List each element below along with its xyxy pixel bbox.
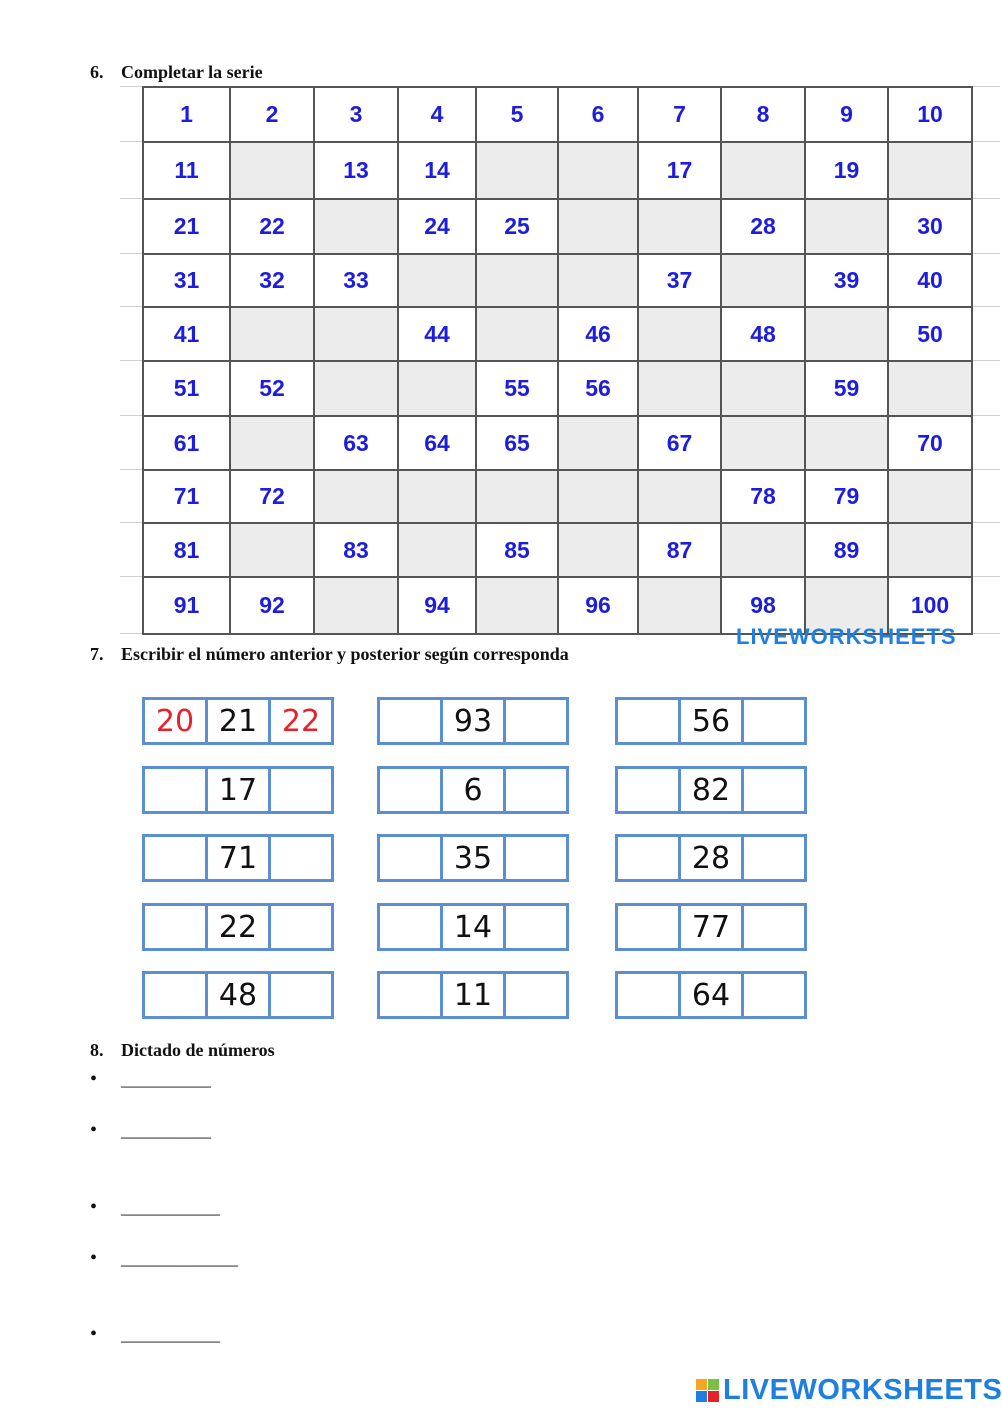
grid-cell-blank[interactable] (476, 142, 558, 199)
before-answer-box[interactable] (618, 769, 678, 811)
grid-cell-blank[interactable] (638, 199, 721, 254)
given-number: 82 (678, 769, 741, 811)
number-triple (142, 903, 334, 951)
grid-cell-blank[interactable] (398, 523, 476, 577)
grid-cell-blank[interactable] (805, 416, 888, 470)
after-answer-box[interactable] (503, 769, 566, 811)
grid-cell: 17 (638, 142, 721, 199)
grid-cell-blank[interactable] (314, 199, 398, 254)
grid-cell-blank[interactable] (888, 470, 972, 523)
dictation-item (90, 1247, 238, 1270)
number-triple (142, 697, 334, 745)
grid-cell: 9 (805, 87, 888, 142)
grid-cell-blank[interactable] (558, 199, 638, 254)
section-title: Dictado de números (121, 1040, 275, 1060)
grid-cell-blank[interactable] (314, 361, 398, 416)
dictation-answer-line[interactable]: ___________ (121, 1324, 220, 1344)
after-answer-box[interactable] (741, 837, 804, 879)
grid-cell: 67 (638, 416, 721, 470)
grid-cell: 51 (143, 361, 230, 416)
dictation-answer-line[interactable]: ___________ (121, 1197, 220, 1217)
grid-cell: 6 (558, 87, 638, 142)
grid-row (143, 142, 972, 199)
before-answer-box[interactable] (145, 769, 205, 811)
grid-cell: 25 (476, 199, 558, 254)
grid-cell: 8 (721, 87, 805, 142)
grid-cell: 41 (143, 307, 230, 361)
after-answer-box[interactable] (503, 974, 566, 1016)
number-triple (377, 834, 569, 882)
dictation-item (90, 1323, 220, 1346)
grid-cell-blank[interactable] (314, 470, 398, 523)
grid-cell: 96 (558, 577, 638, 634)
after-answer-box[interactable] (268, 837, 331, 879)
grid-cell: 78 (721, 470, 805, 523)
grid-cell-blank[interactable] (721, 361, 805, 416)
before-answer-box[interactable] (380, 769, 440, 811)
grid-cell: 100 (888, 577, 972, 634)
logo-text: LIVEWORKSHEETS (723, 1374, 1002, 1406)
after-answer-box[interactable] (741, 769, 804, 811)
dictation-item (90, 1196, 220, 1219)
logo-mark-icon (696, 1379, 720, 1403)
grid-cell-blank[interactable] (888, 142, 972, 199)
before-answer-box[interactable] (380, 700, 440, 742)
given-number: 93 (440, 700, 503, 742)
grid-cell: 85 (476, 523, 558, 577)
dictation-answer-line[interactable]: __________ (121, 1120, 211, 1140)
grid-cell: 61 (143, 416, 230, 470)
grid-cell: 28 (721, 199, 805, 254)
grid-cell: 5 (476, 87, 558, 142)
number-triple (615, 697, 807, 745)
dictation-answer-line[interactable]: __________ (121, 1069, 211, 1089)
grid-cell-blank[interactable] (314, 307, 398, 361)
grid-cell: 40 (888, 254, 972, 307)
given-number: 35 (440, 837, 503, 879)
given-number: 71 (205, 837, 268, 879)
grid-cell-blank[interactable] (638, 577, 721, 634)
grid-cell: 92 (230, 577, 314, 634)
before-answer-box[interactable] (145, 974, 205, 1016)
grid-cell: 63 (314, 416, 398, 470)
grid-cell: 46 (558, 307, 638, 361)
before-answer-box[interactable] (618, 906, 678, 948)
grid-cell: 3 (314, 87, 398, 142)
grid-row (143, 254, 972, 307)
grid-cell: 22 (230, 199, 314, 254)
grid-cell-blank[interactable] (558, 142, 638, 199)
grid-cell: 71 (143, 470, 230, 523)
section-number: 6. (90, 62, 104, 82)
grid-cell-blank[interactable] (558, 416, 638, 470)
dictation-answer-line[interactable]: _____________ (121, 1248, 238, 1268)
grid-row (143, 361, 972, 416)
given-number: 77 (678, 906, 741, 948)
grid-cell-blank[interactable] (721, 142, 805, 199)
dictation-item (90, 1119, 211, 1142)
bullet: • (90, 1247, 98, 1269)
grid-cell-blank[interactable] (230, 307, 314, 361)
bullet: • (90, 1119, 98, 1141)
grid-cell-blank[interactable] (398, 470, 476, 523)
grid-cell: 83 (314, 523, 398, 577)
after-answer-box[interactable] (268, 906, 331, 948)
grid-row (143, 87, 972, 142)
bullet: • (90, 1068, 98, 1090)
grid-cell: 81 (143, 523, 230, 577)
grid-cell-blank[interactable] (398, 361, 476, 416)
given-number: 17 (205, 769, 268, 811)
grid-cell-blank[interactable] (476, 307, 558, 361)
grid-row (143, 416, 972, 470)
grid-cell: 98 (721, 577, 805, 634)
grid-cell: 13 (314, 142, 398, 199)
before-answer-box[interactable] (618, 837, 678, 879)
number-triple (142, 766, 334, 814)
grid-cell: 24 (398, 199, 476, 254)
given-number: 6 (440, 769, 503, 811)
number-triple (615, 903, 807, 951)
number-triple (377, 903, 569, 951)
grid-cell-blank[interactable] (638, 361, 721, 416)
grid-cell: 59 (805, 361, 888, 416)
grid-cell: 52 (230, 361, 314, 416)
grid-cell-blank[interactable] (638, 470, 721, 523)
after-answer-box[interactable] (268, 769, 331, 811)
before-answer-box[interactable] (145, 906, 205, 948)
number-triple (377, 766, 569, 814)
grid-cell-blank[interactable] (805, 199, 888, 254)
after-number: 22 (268, 700, 331, 742)
grid-cell-blank[interactable] (230, 416, 314, 470)
given-number: 28 (678, 837, 741, 879)
number-triple (615, 971, 807, 1019)
given-number: 11 (440, 974, 503, 1016)
grid-cell: 1 (143, 87, 230, 142)
grid-cell: 87 (638, 523, 721, 577)
number-triple (142, 971, 334, 1019)
given-number: 14 (440, 906, 503, 948)
given-number: 21 (205, 700, 268, 742)
grid-cell-blank[interactable] (721, 254, 805, 307)
grid-cell: 14 (398, 142, 476, 199)
before-answer-box[interactable] (618, 700, 678, 742)
grid-cell-blank[interactable] (314, 577, 398, 634)
after-answer-box[interactable] (741, 906, 804, 948)
after-answer-box[interactable] (503, 700, 566, 742)
after-answer-box[interactable] (741, 974, 804, 1016)
grid-cell: 2 (230, 87, 314, 142)
number-triple (615, 834, 807, 882)
grid-cell: 91 (143, 577, 230, 634)
number-triple (377, 971, 569, 1019)
number-triple (615, 766, 807, 814)
section-number: 7. (90, 644, 104, 664)
grid-cell: 31 (143, 254, 230, 307)
grid-cell-blank[interactable] (721, 416, 805, 470)
grid-cell-blank[interactable] (558, 470, 638, 523)
grid-cell: 19 (805, 142, 888, 199)
grid-cell-blank[interactable] (721, 523, 805, 577)
bullet: • (90, 1323, 98, 1345)
grid-cell: 70 (888, 416, 972, 470)
grid-cell-blank[interactable] (558, 523, 638, 577)
grid-cell: 39 (805, 254, 888, 307)
grid-cell: 55 (476, 361, 558, 416)
before-answer-box[interactable] (145, 837, 205, 879)
section-title: Completar la serie (121, 62, 263, 82)
number-grid-1-to-100 (142, 86, 973, 635)
grid-cell: 21 (143, 199, 230, 254)
section-number: 8. (90, 1040, 104, 1060)
number-triple (142, 834, 334, 882)
given-number: 56 (678, 700, 741, 742)
grid-cell: 33 (314, 254, 398, 307)
after-answer-box[interactable] (741, 700, 804, 742)
after-answer-box[interactable] (503, 906, 566, 948)
dictation-item (90, 1068, 211, 1091)
given-number: 64 (678, 974, 741, 1016)
grid-row (143, 523, 972, 577)
before-answer-box[interactable] (380, 974, 440, 1016)
grid-cell: 37 (638, 254, 721, 307)
grid-cell-blank[interactable] (398, 254, 476, 307)
grid-cell-blank[interactable] (638, 307, 721, 361)
bullet: • (90, 1196, 98, 1218)
grid-cell-blank[interactable] (558, 254, 638, 307)
section-7-heading (90, 644, 569, 665)
given-number: 48 (205, 974, 268, 1016)
grid-cell: 30 (888, 199, 972, 254)
grid-cell: 56 (558, 361, 638, 416)
grid-cell-blank[interactable] (888, 523, 972, 577)
grid-cell-blank[interactable] (888, 361, 972, 416)
grid-cell-blank[interactable] (805, 307, 888, 361)
grid-cell-blank[interactable] (476, 254, 558, 307)
grid-cell: 50 (888, 307, 972, 361)
grid-row (143, 199, 972, 254)
grid-cell: 7 (638, 87, 721, 142)
grid-cell: 32 (230, 254, 314, 307)
section-8-heading (90, 1040, 275, 1061)
after-answer-box[interactable] (268, 974, 331, 1016)
grid-cell: 48 (721, 307, 805, 361)
grid-cell: 64 (398, 416, 476, 470)
grid-cell-blank[interactable] (476, 470, 558, 523)
given-number: 22 (205, 906, 268, 948)
grid-cell: 72 (230, 470, 314, 523)
grid-row (143, 307, 972, 361)
grid-cell: 10 (888, 87, 972, 142)
after-answer-box[interactable] (503, 837, 566, 879)
grid-cell: 11 (143, 142, 230, 199)
grid-cell-blank[interactable] (230, 142, 314, 199)
before-answer-box[interactable] (618, 974, 678, 1016)
grid-cell: 89 (805, 523, 888, 577)
grid-cell: 65 (476, 416, 558, 470)
before-answer-box[interactable] (380, 906, 440, 948)
liveworksheets-logo (696, 1374, 1002, 1407)
grid-cell: 44 (398, 307, 476, 361)
section-6-heading (90, 62, 263, 83)
grid-cell-blank[interactable] (476, 577, 558, 634)
before-number: 20 (155, 703, 195, 739)
grid-cell-blank[interactable] (230, 523, 314, 577)
grid-cell: 4 (398, 87, 476, 142)
number-triple (377, 697, 569, 745)
grid-row (143, 470, 972, 523)
section-title: Escribir el número anterior y posterior según corresponda (121, 644, 569, 664)
watermark-logo: LIVEWORKSHEETS (736, 624, 957, 649)
grid-cell: 79 (805, 470, 888, 523)
grid-cell: 94 (398, 577, 476, 634)
before-answer-box[interactable] (380, 837, 440, 879)
